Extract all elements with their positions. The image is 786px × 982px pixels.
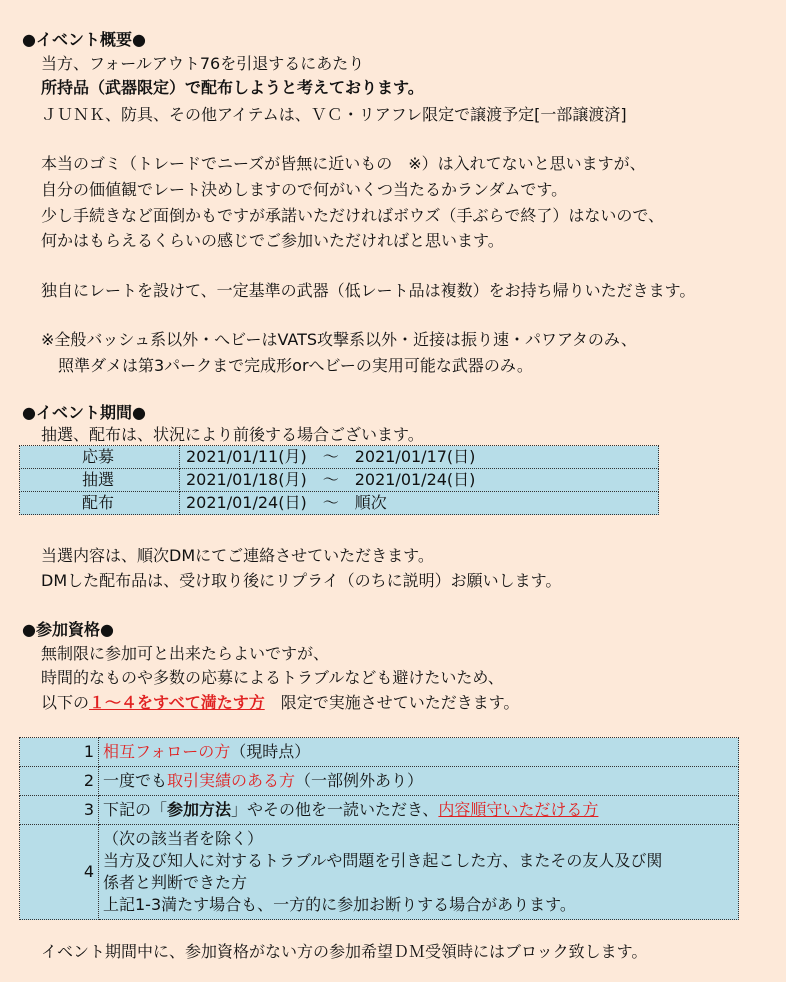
overview-text: 本当のゴミ（トレードでニーズが皆無に近いもの ※）は入れてないと思いますが、 xyxy=(41,154,646,173)
requirement-pre: 一度でも xyxy=(103,771,168,790)
table-row xyxy=(20,796,739,825)
period-intro: 抽選、配布は、状況により前後する場合ございます。 xyxy=(41,425,424,444)
schedule-value: 2021/01/24(日) ～ 順次 xyxy=(180,492,659,515)
eligibility-text-pre: 以下の xyxy=(41,693,90,712)
overview-text: 独自にレートを設けて、一定基準の武器（低レート品は複数）をお持ち帰りいただきます。 xyxy=(41,281,696,300)
requirements-table xyxy=(19,737,739,920)
overview-note: 照準ダメは第3パークまで完成形orへビーの実用可能な武器のみ。 xyxy=(58,356,533,375)
requirement-number: 3 xyxy=(20,796,99,825)
period-heading: ●イベント期間● xyxy=(22,403,146,422)
table-row xyxy=(20,738,739,767)
table-row xyxy=(20,825,739,920)
requirement-text xyxy=(99,796,739,825)
requirement-rest: （一部例外あり） xyxy=(295,771,424,790)
requirement-text xyxy=(99,738,739,767)
period-text: DMした配布品は、受け取り後にリプライ（のちに説明）お願いします。 xyxy=(41,571,562,590)
requirement-number: 4 xyxy=(20,825,99,920)
schedule-label: 抽選 xyxy=(20,469,180,492)
eligibility-text: 時間的なものや多数の応募によるトラブルなども避けたいため、 xyxy=(41,668,504,687)
schedule-value: 2021/01/18(月) ～ 2021/01/24(日) xyxy=(180,469,659,492)
schedule-table xyxy=(19,445,659,515)
requirement-number: 2 xyxy=(20,767,99,796)
schedule-value: 2021/01/11(月) ～ 2021/01/17(日) xyxy=(180,446,659,469)
requirement-line: 係者と判断できた方 xyxy=(103,873,248,892)
overview-heading: ●イベント概要● xyxy=(22,30,146,49)
requirement-mid: 」やその他を一読いただき、 xyxy=(231,800,439,819)
requirement-text xyxy=(99,825,739,920)
table-row xyxy=(20,469,659,492)
requirement-highlight: 内容順守いただける方 xyxy=(438,800,599,819)
overview-text: ＪＵＮＫ、防具、その他アイテムは、ＶＣ・リアフレ限定で譲渡予定[一部譲渡済] xyxy=(41,105,627,124)
requirement-highlight: 相互フォローの方 xyxy=(103,742,231,761)
requirement-line: （次の該当者を除く） xyxy=(103,829,264,848)
requirement-highlight: 取引実績のある方 xyxy=(167,771,296,790)
table-row xyxy=(20,492,659,515)
eligibility-text: 無制限に参加可と出来たらよいですが、 xyxy=(41,644,330,663)
overview-text: 当方、フォールアウト76を引退するにあたり xyxy=(41,54,365,73)
schedule-label: 配布 xyxy=(20,492,180,515)
requirement-line: 上記1-3満たす場合も、一方的に参加お断りする場合があります。 xyxy=(103,895,576,914)
overview-text: 自分の価値観でレート決めしますので何がいくつ当たるかランダムです。 xyxy=(41,180,568,199)
overview-note: ※全般バッシュ系以外・へビーはVATS攻撃系以外・近接は振り速・パワアタのみ、 xyxy=(41,330,637,349)
requirement-text xyxy=(99,767,739,796)
overview-text-bold: 所持品（武器限定）で配布しようと考えております。 xyxy=(41,78,424,97)
eligibility-text-post: 限定で実施させていただきます。 xyxy=(264,693,520,712)
overview-text: 何かはもらえるくらいの感じでご参加いただければと思います。 xyxy=(41,231,504,250)
period-text: 当選内容は、順次DMにてご連絡させていただきます。 xyxy=(41,546,434,565)
requirement-line: 当方及び知人に対するトラブルや問題を引き起こした方、またその友人及び関 xyxy=(103,851,663,870)
overview-text: 少し手続きなど面倒かもですが承諾いただければボウズ（手ぶらで終了）はないので、 xyxy=(41,206,665,225)
table-row xyxy=(20,767,739,796)
requirement-number: 1 xyxy=(20,738,99,767)
table-row xyxy=(20,446,659,469)
requirement-rest: （現時点） xyxy=(230,742,311,761)
requirement-pre: 下記の「 xyxy=(103,800,168,819)
eligibility-text xyxy=(41,692,519,714)
requirement-bold: 参加方法 xyxy=(167,800,232,819)
schedule-label: 応募 xyxy=(20,446,180,469)
eligibility-highlight: １～４をすべて満たす方 xyxy=(89,693,265,712)
eligibility-footer: イベント期間中に、参加資格がない方の参加希望ＤＭ受領時にはブロック致します。 xyxy=(41,942,648,961)
eligibility-heading: ●参加資格● xyxy=(22,620,114,639)
